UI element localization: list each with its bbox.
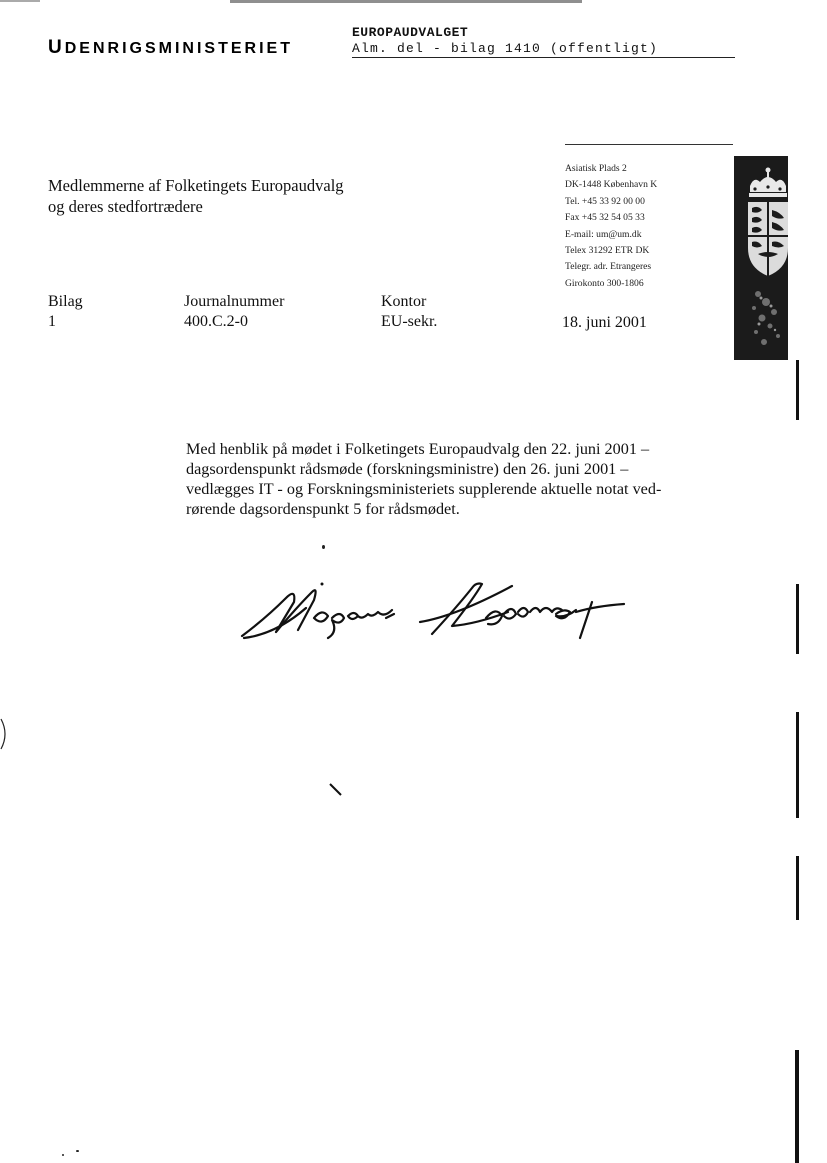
address-line: E-mail: um@um.dk xyxy=(565,228,642,240)
bilag-value: 1 xyxy=(48,313,56,330)
address-line: Girokonto 300-1806 xyxy=(565,277,644,289)
address-line: Tel. +45 33 92 00 00 xyxy=(565,195,645,207)
kontor-block xyxy=(381,292,437,332)
letter-date: 18. juni 2001 xyxy=(562,314,647,331)
bilag-label: Bilag xyxy=(48,293,83,310)
scan-edge-line xyxy=(795,1050,799,1163)
scan-speck xyxy=(76,1150,79,1152)
ministry-name: UDENRIGSMINISTERIET xyxy=(48,37,293,58)
scan-edge-line xyxy=(796,360,799,420)
body-line: rørende dagsordenspunkt 5 for rådsmødet. xyxy=(186,500,460,518)
journal-block xyxy=(184,292,284,332)
body-line: dagsordenspunkt rådsmøde (forskningsministre) den 26. juni 2001 – xyxy=(186,460,629,478)
handwritten-signature xyxy=(236,578,628,648)
scan-artefact-top-left xyxy=(0,0,40,2)
scan-edge-line xyxy=(796,584,799,654)
recipient-line-2: og deres stedfortrædere xyxy=(48,197,203,216)
recipient-line-1: Medlemmerne af Folketingets Europaudvalg xyxy=(48,176,344,195)
address-line: Telegr. adr. Etrangeres xyxy=(565,261,652,273)
scan-mark xyxy=(328,782,344,798)
kontor-label: Kontor xyxy=(381,293,427,310)
stamp-reference: Alm. del - bilag 1410 (offentligt) xyxy=(352,41,735,58)
scan-artefact-top-rule xyxy=(230,0,582,3)
scan-edge-line xyxy=(796,856,799,920)
coat-of-arms-icon xyxy=(734,156,788,360)
scan-edge-line xyxy=(796,712,799,818)
address-rule xyxy=(565,144,733,145)
body-line: Med henblik på mødet i Folketingets Europaudvalg den 22. juni 2001 – xyxy=(186,440,650,458)
body-line: vedlægges IT - og Forskningsministeriets supplerende aktuelle notat ved- xyxy=(186,480,662,498)
address-block xyxy=(565,161,657,292)
scan-speck xyxy=(62,1154,64,1156)
letter-body xyxy=(186,439,716,519)
address-line: Asiatisk Plads 2 xyxy=(565,163,627,174)
address-line: DK-1448 København K xyxy=(565,179,658,191)
address-line: Fax +45 32 54 05 33 xyxy=(565,212,645,224)
address-line: Telex 31292 ETR DK xyxy=(565,245,650,257)
stamp-title: EUROPAUDVALGET xyxy=(352,25,469,40)
coat-of-arms-strip xyxy=(734,156,788,360)
recipient-block xyxy=(48,175,344,217)
bilag-block xyxy=(48,292,83,332)
journal-label: Journalnummer xyxy=(184,293,285,310)
kontor-value: EU-sekr. xyxy=(381,313,438,330)
scan-speck xyxy=(322,545,325,549)
scan-bracket xyxy=(0,718,10,750)
journal-value: 400.C.2-0 xyxy=(184,313,248,330)
